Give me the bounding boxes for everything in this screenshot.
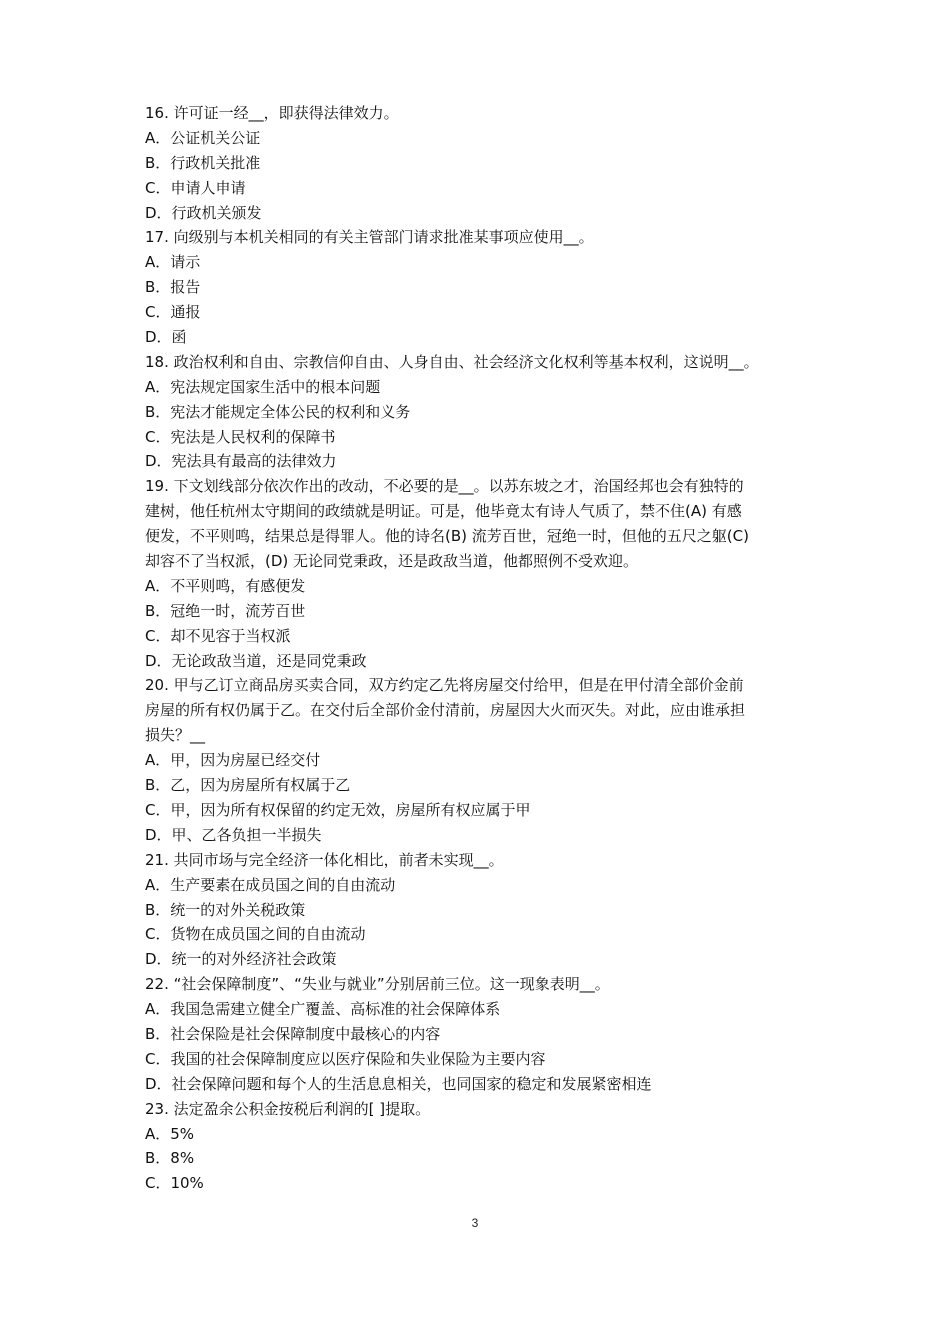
answer-option: D．行政机关颁发	[145, 203, 262, 222]
answer-option: B．冠绝一时，流芳百世	[145, 601, 306, 620]
answer-option: A．宪法规定国家生活中的根本问题	[145, 377, 381, 396]
question-text-line: 房屋的所有权仍属于乙。在交付后全部价金付清前，房屋因大火而灭失。对此，应由谁承担	[145, 701, 746, 720]
answer-option: B．报告	[145, 278, 201, 297]
answer-option: A．不平则鸣，有感便发	[145, 576, 306, 595]
question-text-line: 建树，他任杭州太守期间的政绩就是明证。可是，他毕竟太有诗人气质了，禁不住(A) 有感	[145, 502, 742, 521]
question-text-line: 损失？__	[145, 726, 206, 745]
question-text-line: 19. 下文划线部分依次作出的改动，不必要的是__。以苏东坡之才，治国经邦也会有独特的	[145, 477, 744, 496]
question-text-line: 却容不了当权派，(D) 无论同党秉政，还是政敌当道，他都照例不受欢迎。	[145, 552, 639, 571]
question-text-line: 23. 法定盈余公积金按税后利润的[ ]提取。	[145, 1099, 431, 1118]
answer-option: B．社会保险是社会保障制度中最核心的内容	[145, 1024, 441, 1043]
question-text-line: 18. 政治权利和自由、宗教信仰自由、人身自由、社会经济文化权利等基本权利，这说明__。	[145, 352, 759, 371]
question-text-line: 20. 甲与乙订立商品房买卖合同，双方约定乙先将房屋交付给甲，但是在甲付清全部价金前	[145, 676, 744, 695]
answer-option: B．宪法才能规定全体公民的权利和义务	[145, 402, 411, 421]
answer-option: A．生产要素在成员国之间的自由流动	[145, 875, 396, 894]
question-text-line: 16. 许可证一经__，即获得法律效力。	[145, 104, 399, 122]
answer-option: D．社会保障问题和每个人的生活息息相关，也同国家的稳定和发展紧密相连	[145, 1074, 652, 1093]
question-text-line: 17. 向级别与本机关相同的有关主管部门请求批准某事项应使用__。	[145, 228, 594, 247]
answer-option: C．通报	[145, 303, 201, 322]
question-text-line: 便发，不平则鸣，结果总是得罪人。他的诗名(B) 流芳百世，冠绝一时，但他的五尺之躯(C)	[145, 527, 749, 546]
answer-option: B．乙，因为房屋所有权属于乙	[145, 776, 351, 795]
answer-option: C．宪法是人民权利的保障书	[145, 427, 336, 446]
answer-option: C．货物在成员国之间的自由流动	[145, 925, 366, 944]
answer-option: B．统一的对外关税政策	[145, 900, 306, 919]
answer-option: C．10%	[145, 1174, 204, 1193]
answer-option: A．请示	[145, 253, 201, 272]
answer-option: D．甲、乙各负担一半损失	[145, 825, 322, 844]
answer-option: D．宪法具有最高的法律效力	[145, 452, 337, 471]
answer-option: A．5%	[145, 1124, 195, 1143]
answer-option: C．我国的社会保障制度应以医疗保险和失业保险为主要内容	[145, 1049, 546, 1068]
document-body	[145, 101, 825, 1196]
answer-option: B．8%	[145, 1149, 195, 1168]
page-number: 3	[471, 1216, 479, 1230]
answer-option: C．却不见容于当权派	[145, 626, 291, 645]
answer-option: A．我国急需建立健全广覆盖、高标准的社会保障体系	[145, 1000, 501, 1019]
answer-option: B．行政机关批准	[145, 153, 261, 172]
answer-option: A．公证机关公证	[145, 128, 261, 147]
answer-option: C．甲，因为所有权保留的约定无效，房屋所有权应属于甲	[145, 800, 531, 819]
answer-option: D．函	[145, 328, 187, 347]
question-text-line: 21. 共同市场与完全经济一体化相比，前者未实现__。	[145, 850, 504, 869]
answer-option: C．申请人申请	[145, 178, 246, 197]
answer-option: A．甲，因为房屋已经交付	[145, 751, 321, 770]
answer-option: D．统一的对外经济社会政策	[145, 950, 337, 969]
answer-option: D．无论政敌当道，还是同党秉政	[145, 651, 367, 670]
question-text-line: 22. “社会保障制度”、“失业与就业”分别居前三位。这一现象表明__。	[145, 975, 610, 994]
